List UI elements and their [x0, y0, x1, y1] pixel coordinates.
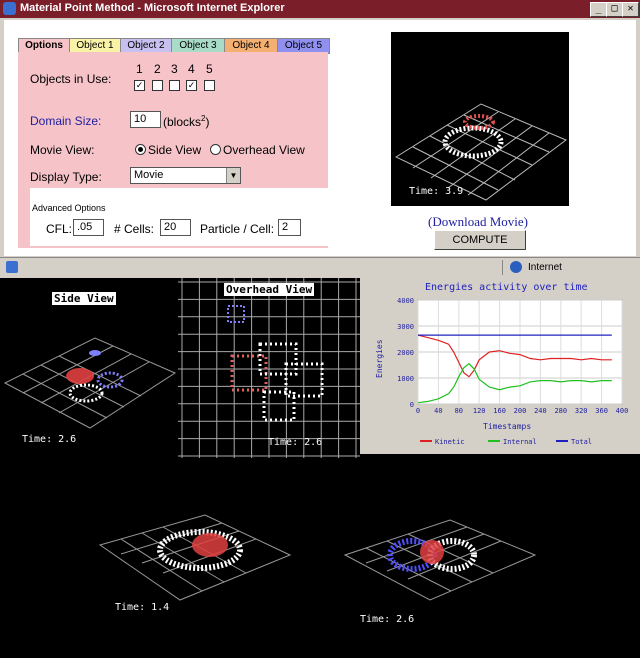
- tab-object-4[interactable]: Object 4: [224, 38, 278, 54]
- particles-blue-small: [89, 350, 101, 356]
- side-view-time: Time: 2.6: [22, 434, 77, 445]
- objects-label: Objects in Use:: [30, 72, 112, 86]
- display-type-select[interactable]: [130, 167, 241, 184]
- x-tick-label: 200: [513, 407, 527, 415]
- movie-time: Time: 3.9: [409, 186, 464, 197]
- object-number: 5: [206, 62, 213, 76]
- snapshot-1-time: Time: 1.4: [115, 602, 170, 613]
- snapshot-2-scene: [340, 510, 540, 610]
- particles-white: [445, 128, 501, 156]
- advanced-options-title: Advanced Options: [32, 203, 106, 213]
- particle-per-cell-input[interactable]: 2: [278, 219, 301, 236]
- object-5-checkbox[interactable]: [204, 80, 215, 91]
- advanced-options-panel: [30, 188, 342, 246]
- cfl-label: CFL:: [46, 222, 73, 236]
- side-view-scene: [0, 318, 178, 438]
- overhead-view-label: Overhead View: [223, 143, 305, 157]
- cells-input[interactable]: 20: [160, 219, 191, 236]
- overhead-grid: [178, 278, 360, 458]
- y-axis-label: Energies: [375, 339, 384, 378]
- side-view-radio[interactable]: [135, 144, 146, 155]
- object-3-checkbox[interactable]: [169, 80, 180, 91]
- snapshot-1: [95, 505, 295, 625]
- particle-per-cell-label: Particle / Cell:: [200, 222, 275, 236]
- page-icon: [6, 261, 18, 273]
- particles-red: [66, 368, 94, 384]
- browser-window: [0, 0, 640, 278]
- legend-label: Internal: [503, 438, 537, 446]
- y-tick-label: 0: [409, 401, 414, 409]
- compute-button[interactable]: COMPUTE: [434, 230, 526, 250]
- movie-preview[interactable]: [391, 32, 569, 206]
- x-tick-label: 320: [574, 407, 588, 415]
- side-view-title: Side View: [54, 292, 114, 305]
- tab-object-1[interactable]: Object 1: [69, 38, 121, 54]
- domain-unit-sup: 2: [201, 114, 206, 123]
- x-tick-label: 0: [415, 407, 421, 415]
- domain-unit-close: ): [205, 115, 210, 129]
- side-view-panel: [0, 278, 178, 454]
- legend-label: Total: [571, 438, 593, 446]
- domain-size-input[interactable]: 10: [130, 111, 161, 128]
- x-tick-label: 240: [534, 407, 547, 415]
- object-number: 2: [154, 62, 161, 76]
- x-tick-label: 360: [595, 407, 608, 415]
- chart-title: Energies activity over time: [425, 282, 588, 293]
- domain-unit: [163, 114, 209, 129]
- maximize-button[interactable]: □: [606, 2, 623, 17]
- particles-blue: [228, 306, 244, 322]
- tab-object-5[interactable]: Object 5: [277, 38, 330, 54]
- x-tick-label: 120: [472, 407, 486, 415]
- y-tick-label: 1000: [397, 375, 414, 383]
- domain-unit-text: (blocks: [163, 115, 202, 129]
- particles-red: [192, 533, 228, 557]
- overhead-view-radio[interactable]: [210, 144, 221, 155]
- x-axis-label: Timestamps: [483, 422, 532, 431]
- overhead-view-time: Time: 2.6: [268, 437, 323, 448]
- y-tick-label: 2000: [397, 349, 414, 357]
- y-tick-label: 4000: [397, 297, 414, 305]
- object-4-checkbox[interactable]: ✓: [187, 80, 196, 90]
- cells-label: # Cells:: [114, 222, 155, 236]
- x-tick-label: 160: [493, 407, 506, 415]
- overhead-view-title: Overhead View: [226, 283, 313, 296]
- tab-object-2[interactable]: Object 2: [120, 38, 172, 54]
- side-view-label: Side View: [148, 143, 202, 157]
- x-tick-label: 280: [554, 407, 568, 415]
- globe-icon: [510, 261, 522, 273]
- object-number: 4: [188, 62, 195, 76]
- energy-chart-panel: [360, 278, 640, 454]
- tab-object-3[interactable]: Object 3: [171, 38, 225, 54]
- chart-legend: [420, 438, 592, 446]
- window-title: Material Point Method - Microsoft Internet Explorer: [20, 2, 285, 14]
- snapshot-2-time: Time: 2.6: [360, 614, 415, 625]
- y-tick-label: 3000: [397, 323, 414, 331]
- x-tick-label: 80: [454, 407, 464, 415]
- movie-view-label: Movie View:: [30, 143, 95, 157]
- particles-red: [420, 540, 444, 564]
- domain-size-label[interactable]: Domain Size:: [30, 114, 102, 128]
- display-type-label: Display Type:: [30, 170, 102, 184]
- grid-floor: [100, 515, 290, 600]
- grid-lines: [178, 278, 360, 458]
- snapshot-1-scene: [95, 505, 295, 605]
- overhead-view-panel: [178, 278, 360, 458]
- close-button[interactable]: ✕: [622, 2, 639, 17]
- minimize-button[interactable]: _: [590, 2, 607, 17]
- snapshot-2: [340, 510, 540, 630]
- x-tick-label: 400: [615, 407, 629, 415]
- title-bar: [0, 0, 640, 18]
- object-2-checkbox[interactable]: [152, 80, 163, 91]
- status-bar: [0, 257, 640, 278]
- status-divider: [502, 260, 503, 275]
- legend-label: Kinetic: [435, 438, 465, 446]
- tab-options[interactable]: Options: [18, 38, 70, 53]
- display-type-value: Movie: [134, 169, 164, 181]
- download-movie-link[interactable]: (Download Movie): [428, 214, 529, 229]
- chart-grid: [418, 300, 622, 404]
- chevron-down-icon[interactable]: ▼: [226, 168, 240, 183]
- object-1-checkbox[interactable]: ✓: [135, 80, 144, 90]
- object-number: 3: [171, 62, 178, 76]
- object-number: 1: [136, 62, 143, 76]
- ie-icon: [3, 2, 16, 15]
- zone-label: Internet: [528, 262, 562, 273]
- x-tick-label: 40: [434, 407, 443, 415]
- cfl-input[interactable]: .05: [73, 219, 104, 236]
- energy-chart: [360, 278, 640, 454]
- movie-scene: [391, 32, 569, 206]
